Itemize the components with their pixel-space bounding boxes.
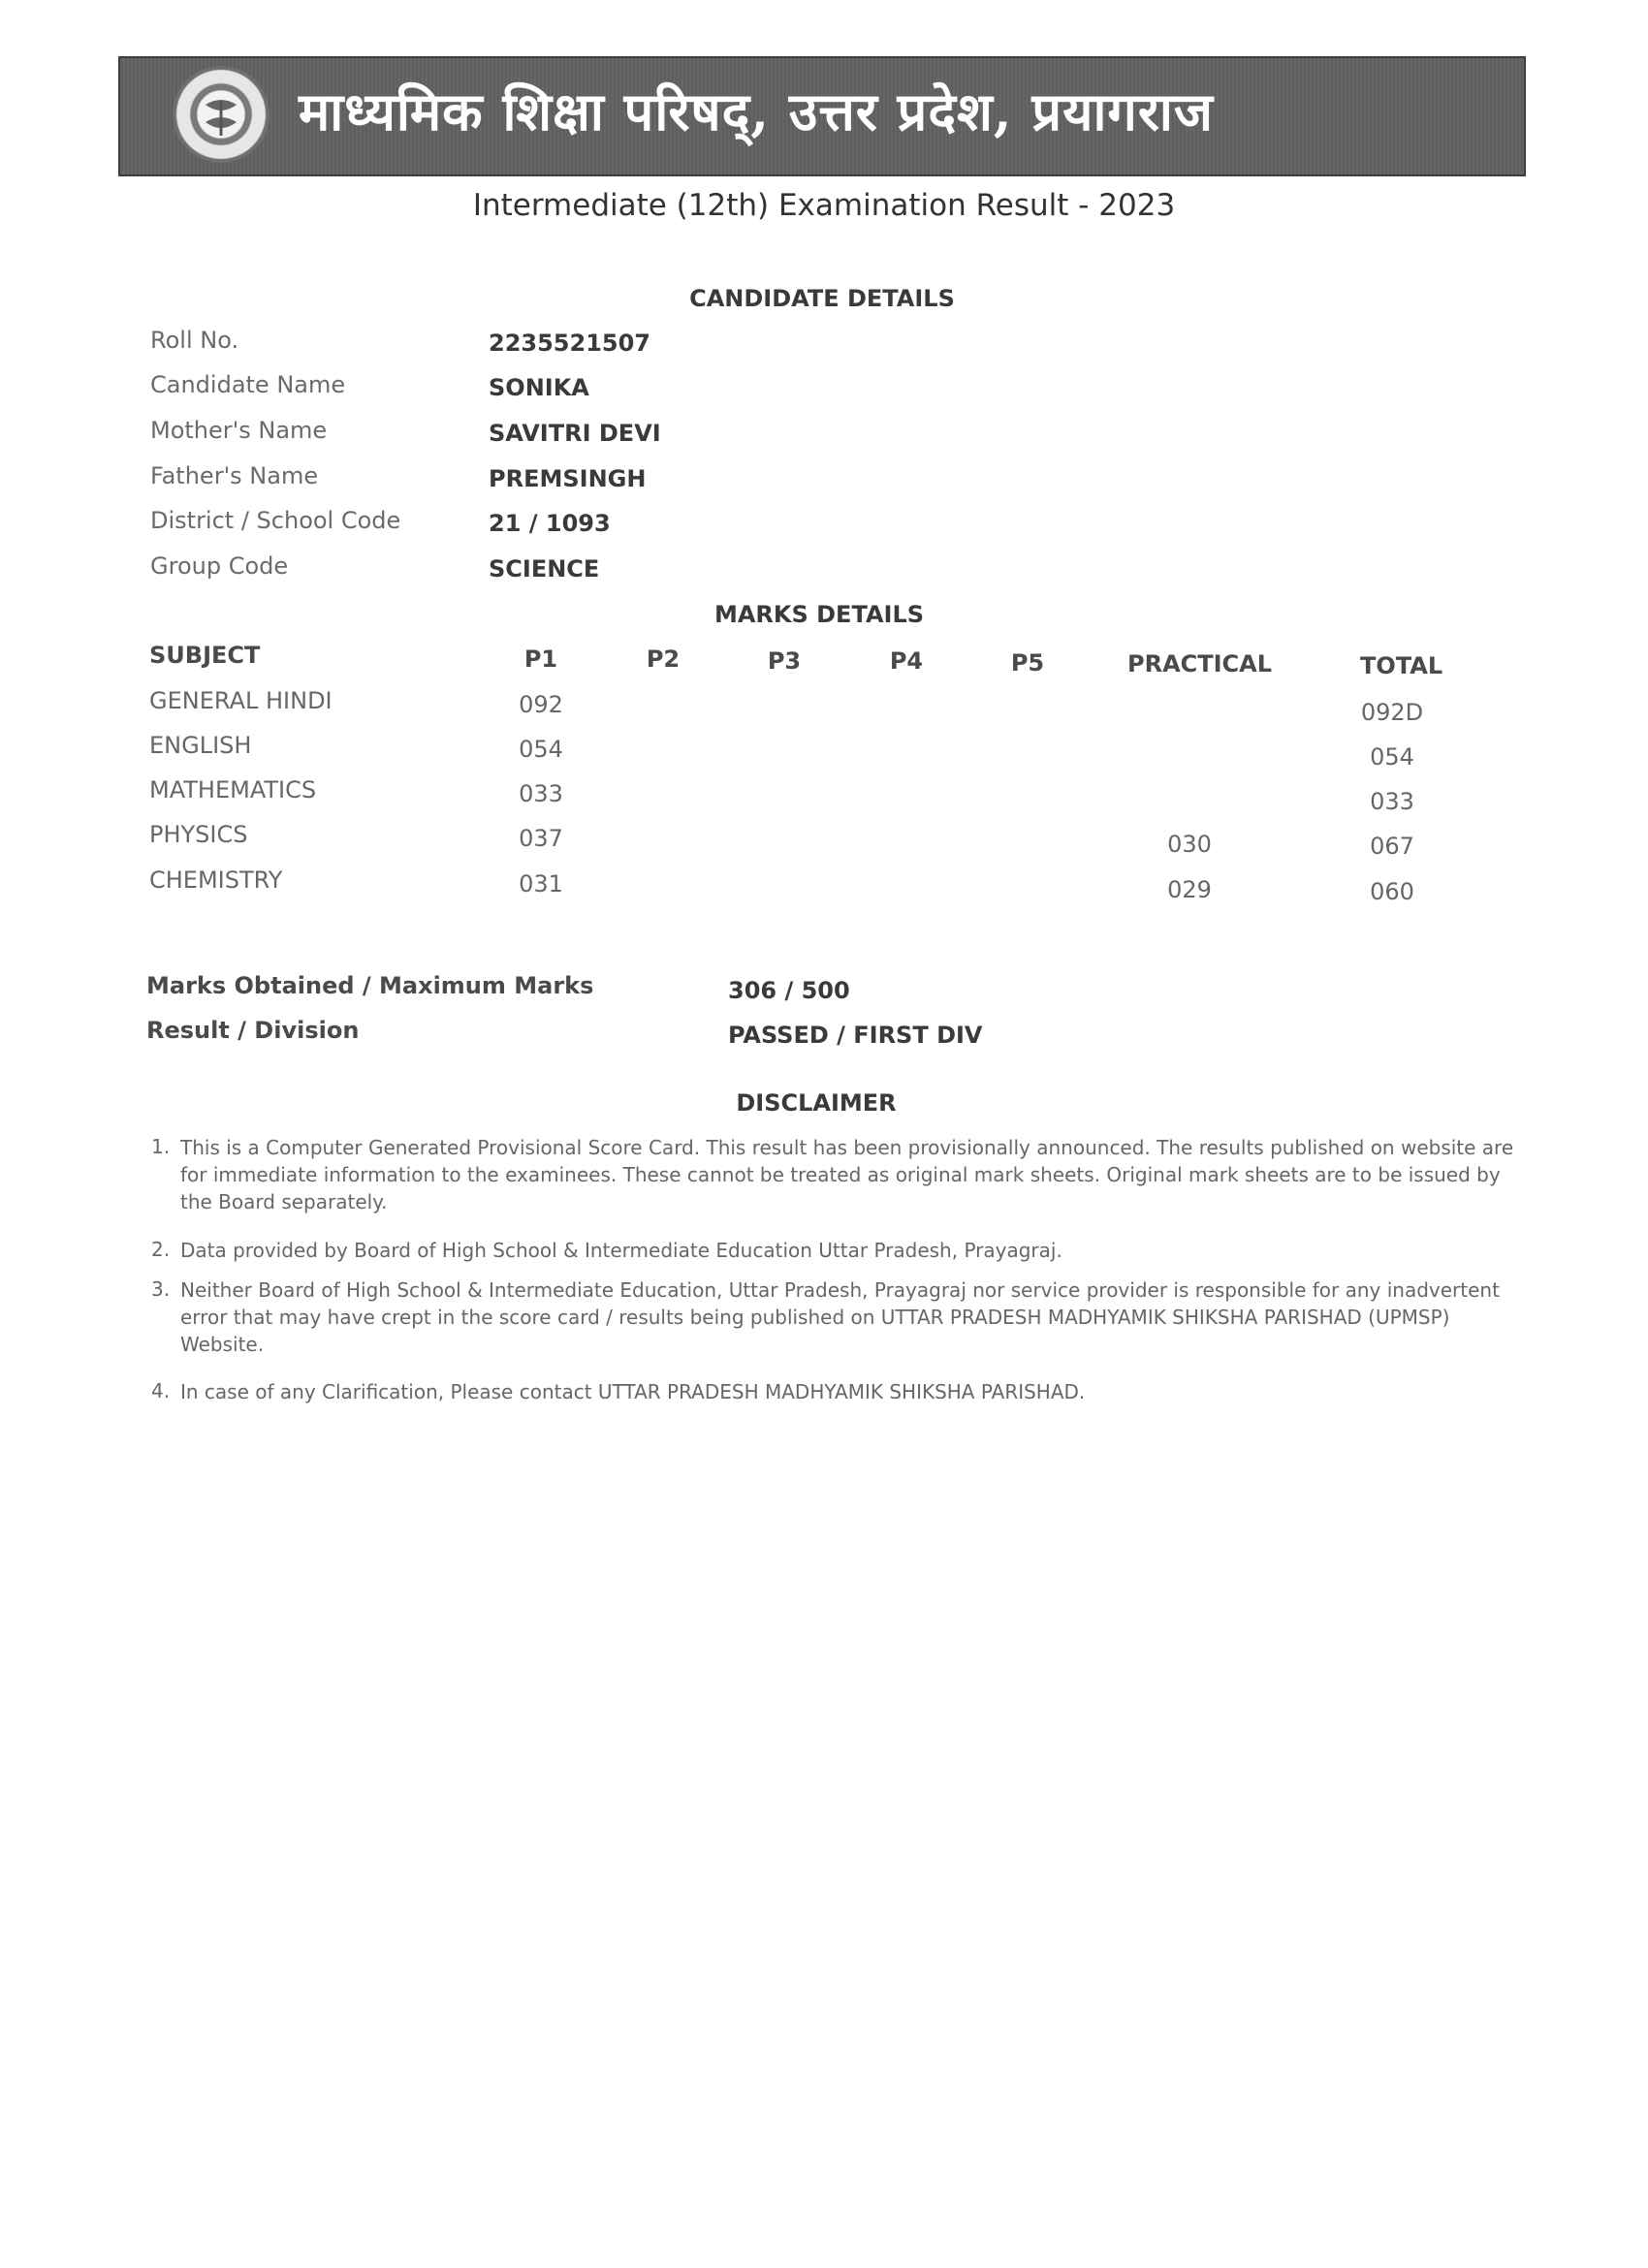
table-row-practical: 030 bbox=[1167, 831, 1212, 858]
result-division-value: PASSED / FIRST DIV bbox=[728, 1022, 983, 1049]
disclaimer-line: the Board separately. bbox=[180, 1190, 388, 1213]
marks-obtained-value: 306 / 500 bbox=[728, 977, 850, 1004]
disclaimer-heading: DISCLAIMER bbox=[736, 1089, 897, 1117]
column-header-subject: SUBJECT bbox=[149, 642, 261, 669]
exam-title: Intermediate (12th) Examination Result - 2023 bbox=[472, 188, 1176, 223]
district-school-code-label: District / School Code bbox=[150, 507, 401, 534]
candidate-name-value: SONIKA bbox=[489, 374, 589, 401]
disclaimer-item-1 bbox=[180, 1134, 1514, 1215]
group-code-value: SCIENCE bbox=[489, 555, 600, 583]
table-row-total: 054 bbox=[1370, 743, 1414, 771]
table-row-practical: 029 bbox=[1167, 876, 1212, 903]
table-row-p1: 031 bbox=[519, 870, 563, 898]
table-row-subject: PHYSICS bbox=[149, 821, 248, 848]
disclaimer-item-4 bbox=[180, 1378, 1479, 1405]
table-row-subject: GENERAL HINDI bbox=[149, 687, 333, 714]
mother-name-value: SAVITRI DEVI bbox=[489, 420, 661, 447]
table-row-subject: ENGLISH bbox=[149, 732, 252, 759]
disclaimer-line: for immediate information to the examinees. These cannot be treated as original mark sheets. Original mark sheets are to be issued by bbox=[180, 1163, 1501, 1186]
column-header-p1: P1 bbox=[523, 646, 558, 673]
state-emblem-icon bbox=[173, 66, 269, 163]
group-code-label: Group Code bbox=[150, 552, 289, 580]
emblem-fish-icon bbox=[173, 66, 269, 163]
marks-details-heading: MARKS DETAILS bbox=[713, 601, 925, 628]
disclaimer-item-number: 3. bbox=[151, 1277, 171, 1301]
disclaimer-line: error that may have crept in the score card / results being published on UTTAR PRADESH MADHYAMIK SHIKSHA PARISHAD (UPMSP) bbox=[180, 1306, 1450, 1329]
disclaimer-line: Neither Board of High School & Intermediate Education, Uttar Pradesh, Prayagraj nor service provider is responsible for any inadvertent bbox=[180, 1278, 1500, 1302]
column-header-total: TOTAL bbox=[1360, 652, 1443, 679]
table-row-total: 092D bbox=[1360, 699, 1424, 726]
marks-obtained-label: Marks Obtained / Maximum Marks bbox=[146, 972, 594, 999]
board-name: माध्यमिक शिक्षा परिषद्, उत्तर प्रदेश, प्रयागराज bbox=[299, 80, 1214, 142]
table-row-p1: 092 bbox=[519, 691, 563, 718]
column-header-practical: PRACTICAL bbox=[1127, 650, 1273, 677]
disclaimer-item-2 bbox=[180, 1237, 1479, 1264]
father-name-label: Father's Name bbox=[150, 462, 319, 489]
mother-name-label: Mother's Name bbox=[150, 417, 328, 444]
roll-no-label: Roll No. bbox=[150, 327, 239, 354]
disclaimer-item-number: 2. bbox=[151, 1238, 171, 1261]
table-row-total: 067 bbox=[1370, 833, 1414, 860]
table-row-p1: 037 bbox=[519, 825, 563, 852]
column-header-p3: P3 bbox=[767, 647, 802, 675]
column-header-p2: P2 bbox=[646, 646, 681, 673]
disclaimer-line: Website. bbox=[180, 1333, 265, 1356]
table-row-p1: 033 bbox=[519, 780, 563, 807]
header-banner bbox=[118, 56, 1526, 176]
column-header-p5: P5 bbox=[1010, 649, 1045, 677]
column-header-p4: P4 bbox=[889, 647, 924, 675]
result-division-label: Result / Division bbox=[146, 1017, 360, 1044]
disclaimer-item-number: 4. bbox=[151, 1379, 171, 1402]
disclaimer-line: In case of any Clarification, Please contact UTTAR PRADESH MADHYAMIK SHIKSHA PARISHAD. bbox=[180, 1380, 1086, 1403]
disclaimer-item-3 bbox=[180, 1276, 1500, 1358]
table-row-subject: MATHEMATICS bbox=[149, 776, 317, 803]
disclaimer-item-number: 1. bbox=[151, 1135, 171, 1158]
table-row-total: 060 bbox=[1370, 878, 1414, 905]
table-row-total: 033 bbox=[1370, 788, 1414, 815]
candidate-details-heading: CANDIDATE DETAILS bbox=[689, 285, 955, 312]
disclaimer-line: This is a Computer Generated Provisional Score Card. This result has been provisionally announced. The results published on website are bbox=[180, 1136, 1514, 1159]
disclaimer-line: Data provided by Board of High School & Intermediate Education Uttar Pradesh, Prayagraj. bbox=[180, 1239, 1062, 1262]
candidate-name-label: Candidate Name bbox=[150, 371, 346, 398]
district-school-code-value: 21 / 1093 bbox=[489, 510, 611, 537]
roll-no-value: 2235521507 bbox=[489, 330, 650, 357]
table-row-p1: 054 bbox=[519, 736, 563, 763]
table-row-subject: CHEMISTRY bbox=[149, 866, 283, 894]
father-name-value: PREMSINGH bbox=[489, 465, 647, 492]
